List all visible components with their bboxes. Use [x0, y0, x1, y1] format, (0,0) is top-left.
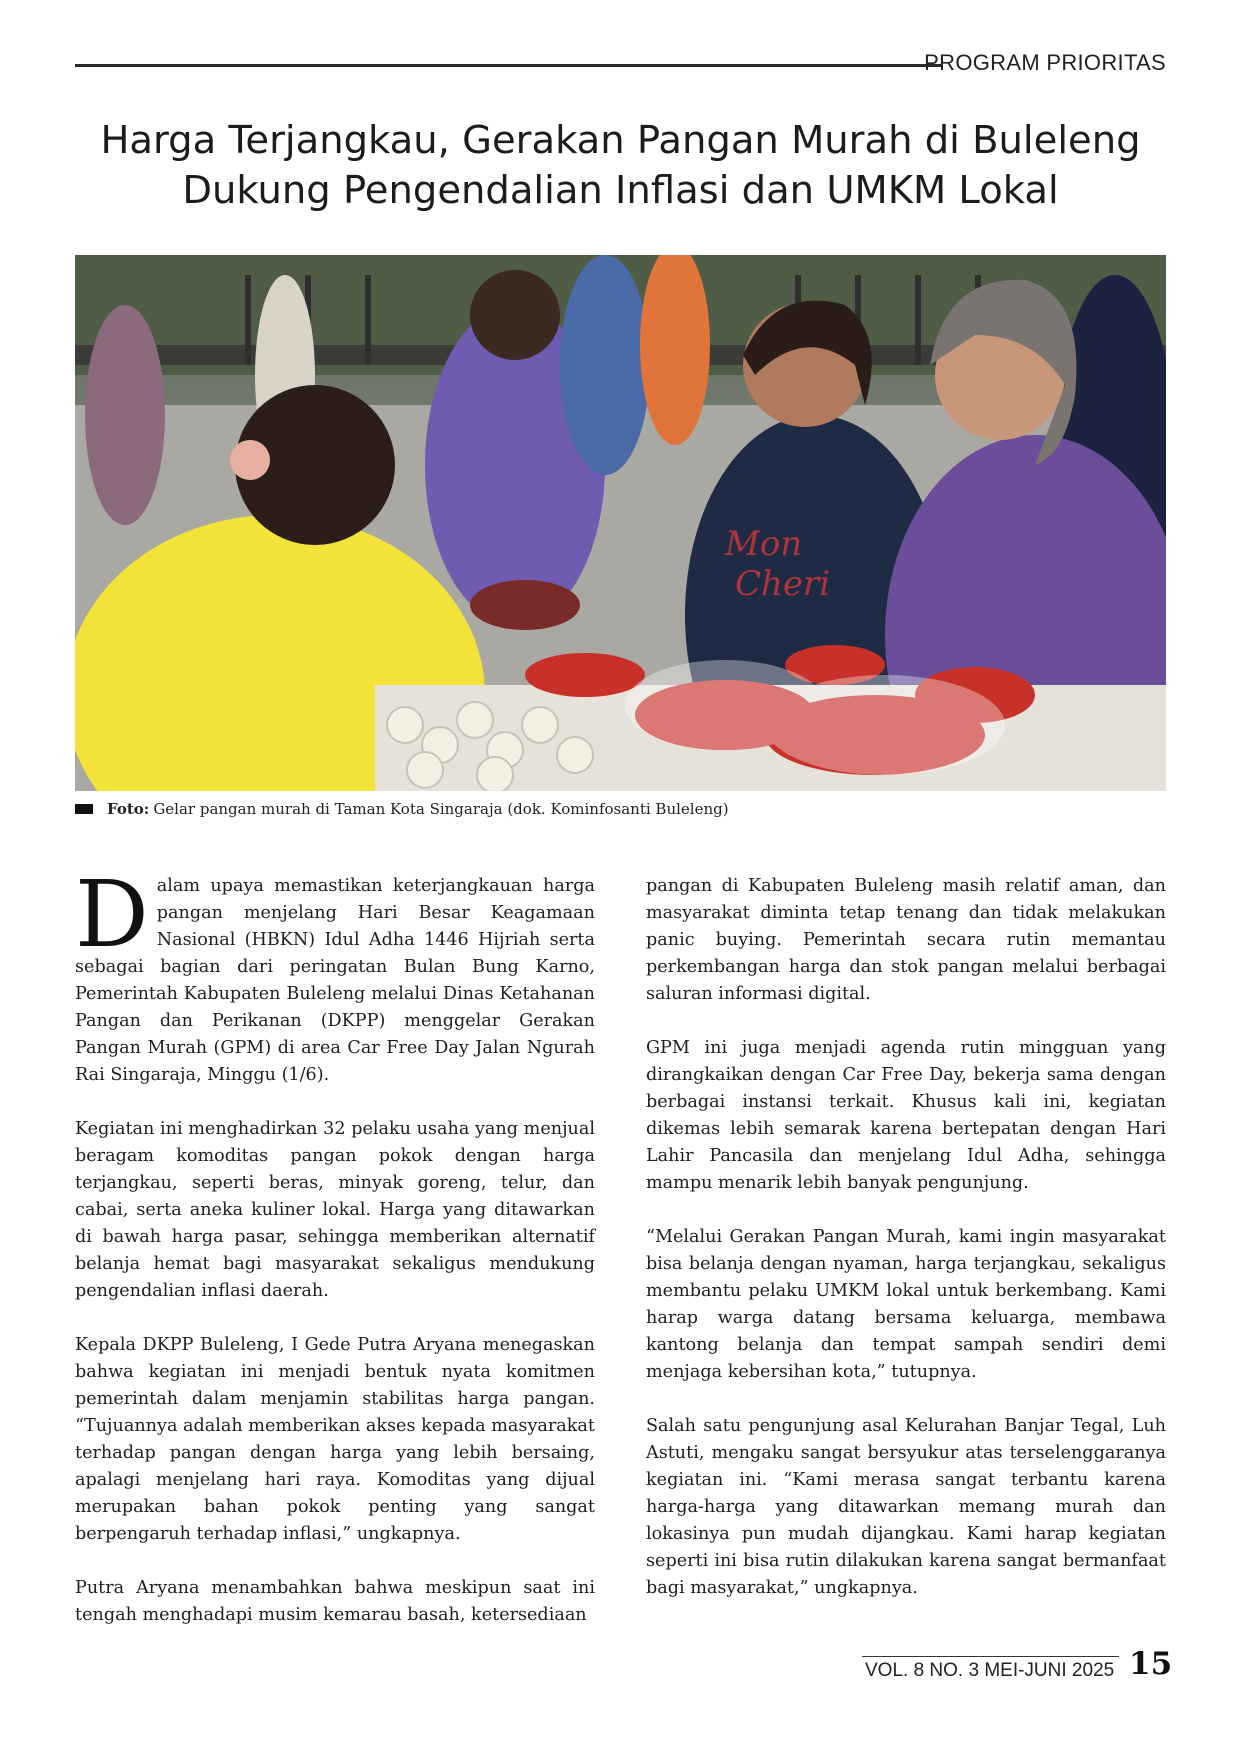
paragraph	[75, 861, 595, 1089]
photo-caption	[75, 800, 729, 818]
paragraph: pangan di Kabupaten Buleleng masih relatif aman, dan masyarakat diminta tetap tenang dan tidak melakukan panic buying. Pemerintah secara rutin memantau perkembangan harga dan stok pangan melalui berbagai saluran informasi digital.	[646, 876, 1166, 1004]
page-number: 15	[1129, 1646, 1173, 1682]
paragraph: Kepala DKPP Buleleng, I Gede Putra Aryana menegaskan bahwa kegiatan ini menjadi bentuk nyata komitmen pemerintah dalam menjamin stabilitas harga pangan. “Tujuannya adalah memberikan akses kepada masyarakat terhadap pangan dengan harga yang lebih bersaing, apalagi menjelang hari raya. Komoditas yang dijual merupakan bahan pokok penting yang sangat berpengaruh terhadap inflasi,” ungkapnya.	[75, 1335, 595, 1544]
market-scene-illustration	[75, 255, 1166, 791]
article-title	[75, 116, 1166, 216]
svg-text:Mon: Mon	[725, 524, 803, 564]
paragraph: Salah satu pengunjung asal Kelurahan Banjar Tegal, Luh Astuti, mengaku sangat bersyukur atas terselenggaranya kegiatan ini. “Kami merasa sangat terbantu karena harga-harga yang ditawarkan memang murah dan lokasinya pun mudah dijangkau. Kami harap kegiatan seperti ini bisa rutin dilakukan karena sangat bermanfaat bagi masyarakat,” ungkapnya.	[646, 1416, 1166, 1598]
caption-label: Foto:	[107, 800, 150, 818]
article-column-left	[75, 861, 595, 1656]
article-photo	[75, 255, 1166, 791]
caption-marker	[75, 804, 93, 814]
article-title-line-2: Dukung Pengendalian Inflasi dan UMKM Lokal	[182, 168, 1059, 213]
issue-info: VOL. 8 NO. 3 MEI-JUNI 2025	[865, 1660, 1115, 1681]
paragraph: GPM ini juga menjadi agenda rutin mingguan yang dirangkaikan dengan Car Free Day, bekerja sama dengan berbagai instansi terkait. Khusus kali ini, kegiatan dikemas lebih semarak karena bertepatan dengan Hari Lahir Pancasila dan menjelang Idul Adha, sehingga mampu menarik lebih banyak pengunjung.	[646, 1038, 1166, 1193]
drop-cap: D	[75, 861, 149, 968]
header-rule	[75, 64, 941, 67]
paragraph-text: alam upaya memastikan keterjangkauan harga pangan menjelang Hari Besar Keagamaan Nasional (HBKN) Idul Adha 1446 Hijriah serta sebagai bagian dari peringatan Bulan Bung Karno, Pemerintah Kabupaten Buleleng melalui Dinas Ketahanan Pangan dan Perikanan (DKPP) menggelar Gerakan Pangan Murah (GPM) di area Car Free Day Jalan Ngurah Rai Singaraja, Minggu (1/6).	[75, 876, 595, 1085]
caption-text: Gelar pangan murah di Taman Kota Singaraja (dok. Kominfosanti Buleleng)	[153, 800, 729, 818]
paragraph: “Melalui Gerakan Pangan Murah, kami ingin masyarakat bisa belanja dengan nyaman, harga terjangkau, sekaligus membantu pelaku UMKM lokal untuk berkembang. Kami harap warga datang bersama keluarga, membawa kantong belanja dan tempat sampah sendiri demi menjaga kebersihan kota,” tutupnya.	[646, 1227, 1166, 1382]
section-label: PROGRAM PRIORITAS	[924, 50, 1166, 75]
svg-text:Cheri: Cheri	[735, 564, 831, 604]
article-title-line-1: Harga Terjangkau, Gerakan Pangan Murah di Buleleng	[100, 118, 1141, 163]
paragraph: Putra Aryana menambahkan bahwa meskipun saat ini tengah menghadapi musim kemarau basah, ketersediaan	[75, 1578, 595, 1625]
footer-rule	[862, 1656, 1119, 1657]
paragraph: Kegiatan ini menghadirkan 32 pelaku usaha yang menjual beragam komoditas pangan pokok dengan harga terjangkau, seperti beras, minyak goreng, telur, dan cabai, serta aneka kuliner lokal. Harga yang ditawarkan di bawah harga pasar, sehingga memberikan alternatif belanja hemat bagi masyarakat sekaligus mendukung pengendalian inflasi daerah.	[75, 1119, 595, 1301]
article-column-right	[646, 873, 1166, 1629]
